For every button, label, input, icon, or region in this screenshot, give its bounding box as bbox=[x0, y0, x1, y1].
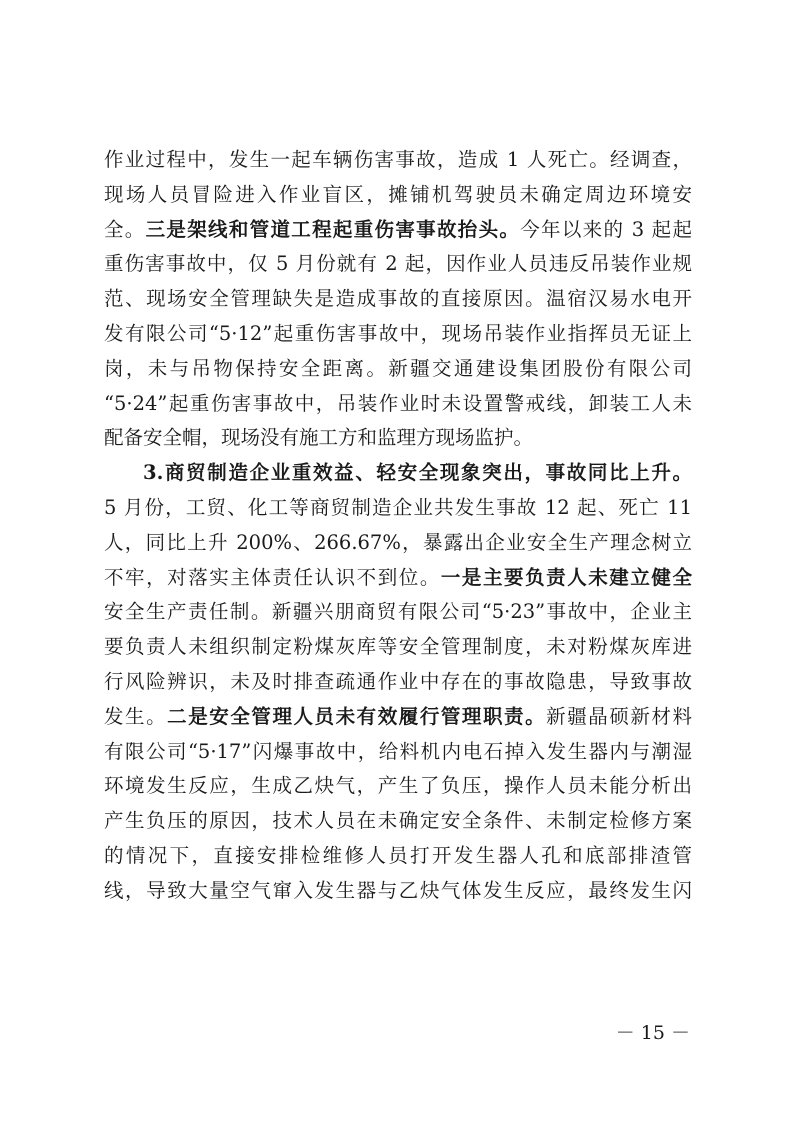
text-segment: 行风险辨识，未及时排查疏通作业中存在的事故隐患，导致事故 bbox=[104, 669, 692, 693]
text-segment: 有限公司“5·17”闪爆事故中，给料机内电石掉入发生器内与潮湿 bbox=[104, 739, 692, 763]
text-segment: 新疆晶硕新材料 bbox=[546, 704, 692, 728]
text-line bbox=[104, 839, 692, 874]
text-line bbox=[104, 317, 692, 352]
body-text bbox=[104, 143, 692, 909]
text-segment: “5·24”起重伤害事故中，吊装作业时未设置警戒线，卸装工人未 bbox=[104, 391, 692, 415]
text-segment: 作业过程中，发生一起车辆伤害事故，造成 1 人死亡。经调查， bbox=[104, 148, 692, 171]
text-line bbox=[104, 804, 692, 839]
text-segment: 产生负压的原因，技术人员在未确定安全条件、未制定检修方案 bbox=[104, 809, 692, 833]
heading-text: 3.商贸制造企业重效益、轻安全现象突出，事故同比上升。 bbox=[143, 461, 692, 485]
text-segment: 要负责人未组织制定粉煤灰库等安全管理制度，未对粉煤灰库进 bbox=[104, 635, 692, 659]
bold-phrase: 三是架线和管道工程起重伤害事故抬头。 bbox=[145, 217, 521, 241]
text-line bbox=[104, 561, 692, 596]
text-line bbox=[104, 143, 692, 178]
text-line bbox=[104, 735, 692, 770]
text-segment: 发生。 bbox=[104, 704, 168, 728]
text-line bbox=[104, 178, 692, 213]
text-segment: 发有限公司“5·12”起重伤害事故中，现场吊装作业指挥员无证上 bbox=[104, 321, 692, 345]
text-line bbox=[104, 665, 692, 700]
text-line bbox=[104, 387, 692, 422]
text-line bbox=[104, 491, 692, 526]
page-number: － 15 － bbox=[615, 1022, 690, 1044]
section-heading bbox=[104, 456, 692, 491]
text-segment: 现场人员冒险进入作业盲区，摊铺机驾驶员未确定周边环境安 bbox=[104, 182, 692, 206]
text-line bbox=[104, 700, 692, 735]
text-segment: 5 月份，工贸、化工等商贸制造企业共发生事故 12 起、死亡 11 bbox=[104, 495, 692, 519]
text-segment: 人，同比上升 200%、266.67%，暴露出企业安全生产理念树立 bbox=[104, 530, 692, 554]
text-segment: 范、现场安全管理缺失是造成事故的直接原因。温宿汉易水电开 bbox=[104, 287, 692, 311]
text-segment: 环境发生反应，生成乙炔气，产生了负压，操作人员未能分析出 bbox=[104, 774, 692, 798]
text-segment: 全。 bbox=[104, 217, 146, 241]
bold-phrase: 二是安全管理人员未有效履行管理职责。 bbox=[167, 704, 547, 728]
text-segment: 重伤害事故中，仅 5 月份就有 2 起，因作业人员违反吊装作业规 bbox=[104, 252, 692, 276]
text-segment: 安全生产责任制。新疆兴朋商贸有限公司“5·23”事故中，企业主 bbox=[104, 600, 692, 624]
text-segment: 线，导致大量空气窜入发生器与乙炔气体发生反应，最终发生闪 bbox=[104, 878, 692, 902]
text-line bbox=[104, 247, 692, 282]
text-line bbox=[104, 630, 692, 665]
text-segment: 配备安全帽，现场没有施工方和监理方现场监护。 bbox=[104, 426, 534, 450]
bold-phrase: 一是主要负责人未建立健全 bbox=[440, 565, 692, 589]
text-line bbox=[104, 595, 692, 630]
text-line bbox=[104, 874, 692, 909]
text-segment: 岗，未与吊物保持安全距离。新疆交通建设集团股份有限公司 bbox=[104, 356, 692, 380]
text-line bbox=[104, 352, 692, 387]
text-line bbox=[104, 526, 692, 561]
text-line bbox=[104, 282, 692, 317]
text-segment: 今年以来的 3 起起 bbox=[520, 217, 692, 241]
text-segment: 的情况下，直接安排检维修人员打开发生器人孔和底部排渣管 bbox=[104, 843, 692, 867]
text-line bbox=[104, 421, 692, 456]
text-segment: 不牢，对落实主体责任认识不到位。 bbox=[104, 565, 441, 589]
text-line bbox=[104, 769, 692, 804]
text-line bbox=[104, 213, 692, 248]
